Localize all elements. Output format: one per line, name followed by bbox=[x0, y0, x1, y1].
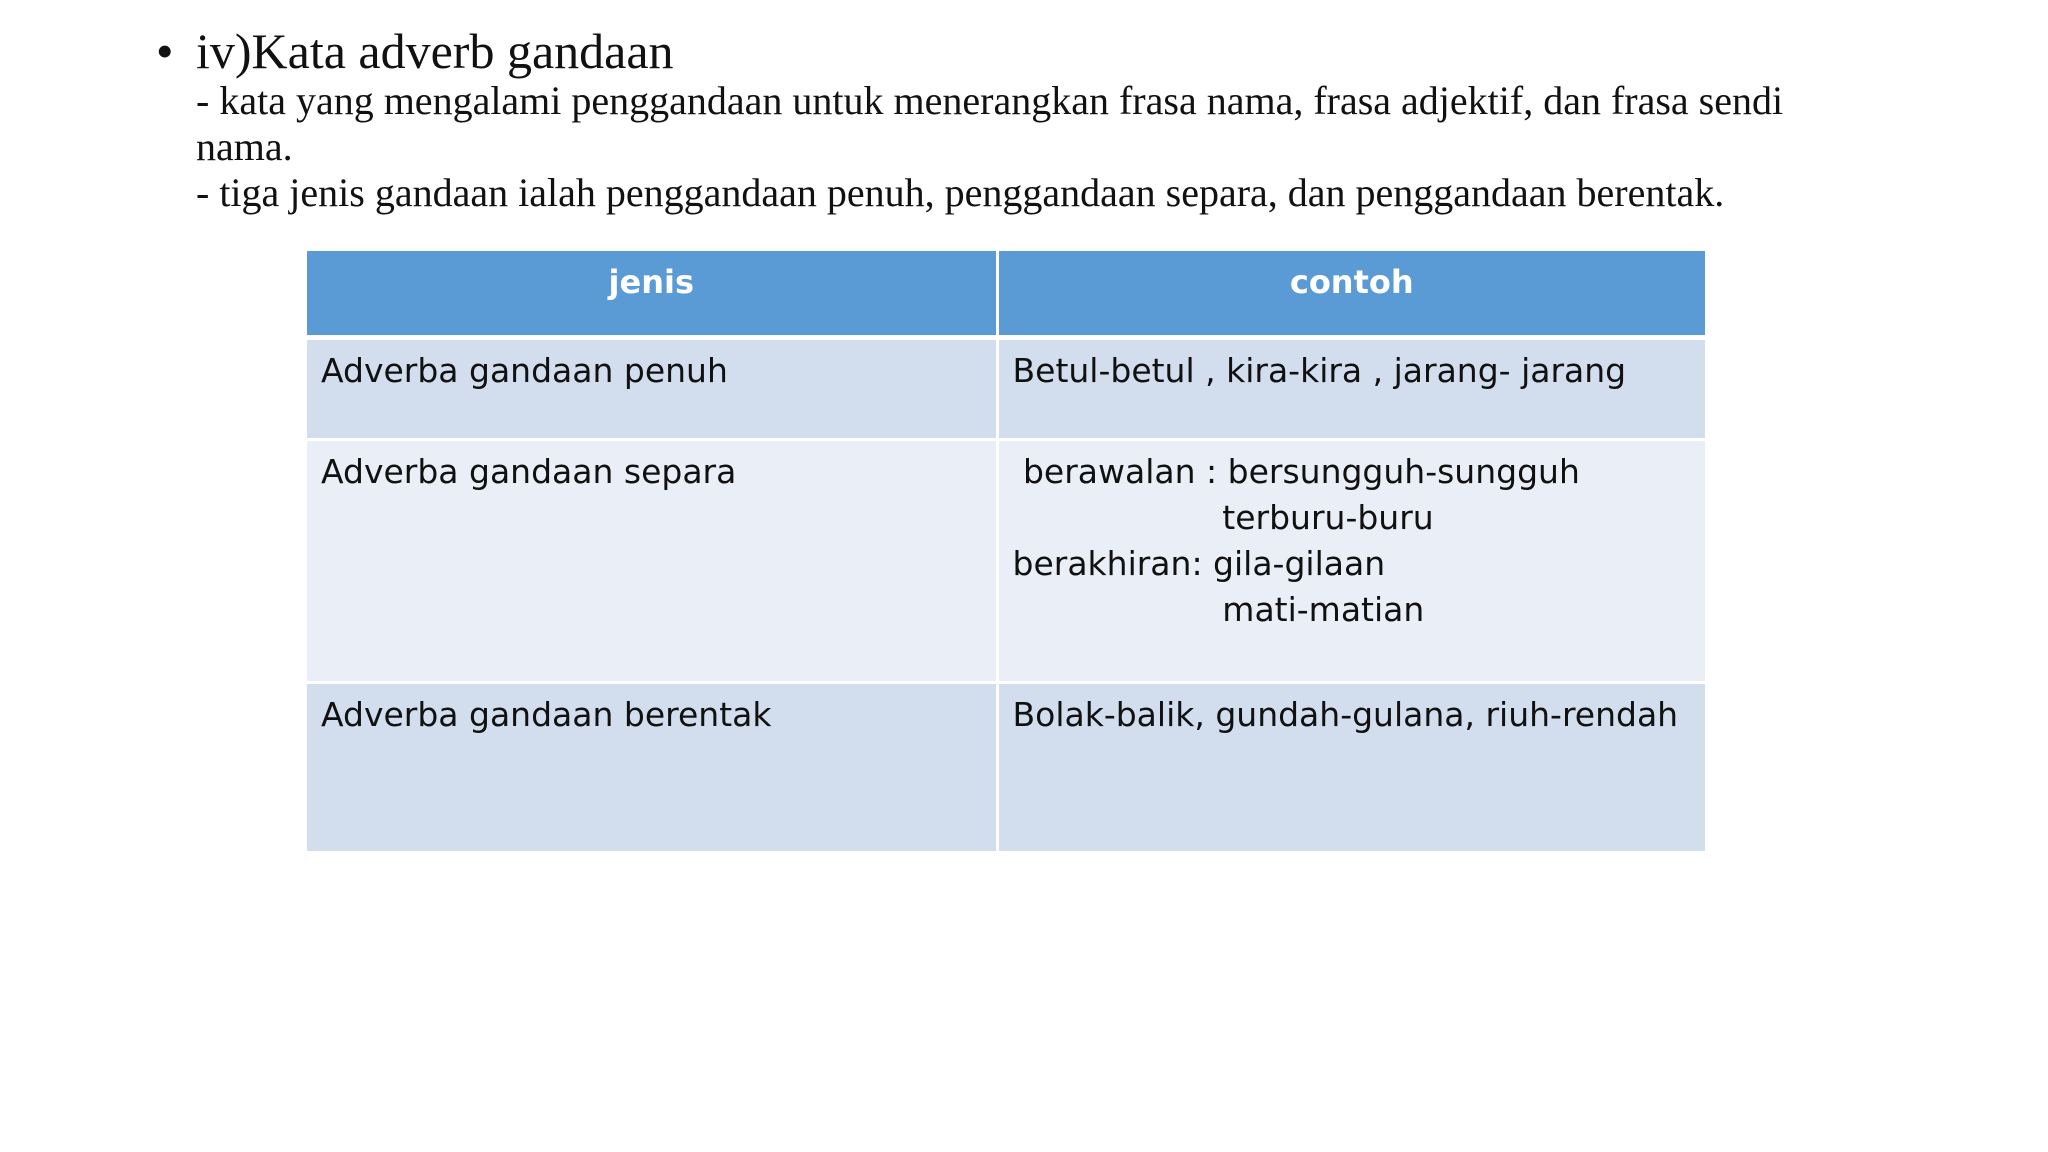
cell-contoh bbox=[997, 682, 1705, 852]
cell-jenis: Adverba gandaan berentak bbox=[307, 682, 997, 852]
table-row bbox=[307, 439, 1705, 682]
bullet-icon: • bbox=[156, 23, 174, 79]
bullet-heading bbox=[156, 22, 1916, 80]
cell-jenis: Adverba gandaan separa bbox=[307, 439, 997, 682]
contoh-line: berawalan : bersungguh-sungguh bbox=[1012, 451, 1580, 491]
contoh-line: mati-matian bbox=[1012, 589, 1425, 629]
header-jenis: jenis bbox=[307, 251, 997, 337]
contoh-line: berakhiran: gila-gilaan bbox=[1012, 543, 1386, 583]
cell-contoh bbox=[997, 439, 1705, 682]
bullet-block bbox=[156, 22, 1916, 216]
cell-jenis: Adverba gandaan penuh bbox=[307, 337, 997, 439]
description-line-3: - tiga jenis gandaan ialah penggandaan penuh, penggandaan separa, dan penggandaan berentak. bbox=[196, 170, 1725, 215]
table-row bbox=[307, 337, 1705, 439]
header-contoh: contoh bbox=[997, 251, 1705, 337]
table-header-row bbox=[307, 251, 1705, 337]
table-row bbox=[307, 682, 1705, 852]
contoh-line: terburu-buru bbox=[1012, 497, 1434, 537]
description-line-2: nama. bbox=[196, 124, 293, 169]
cell-contoh bbox=[997, 337, 1705, 439]
description-line-1: - kata yang mengalami penggandaan untuk menerangkan frasa nama, frasa adjektif, dan frasa sendi bbox=[196, 78, 1784, 123]
contoh-line: Betul-betul , kira-kira , jarang- jarang bbox=[1012, 350, 1627, 390]
contoh-line: Bolak-balik, gundah-gulana, riuh-rendah bbox=[1012, 694, 1679, 734]
adverb-table-container bbox=[307, 251, 1705, 854]
adverb-table bbox=[307, 251, 1705, 854]
slide-title: iv)Kata adverb gandaan bbox=[196, 23, 674, 79]
